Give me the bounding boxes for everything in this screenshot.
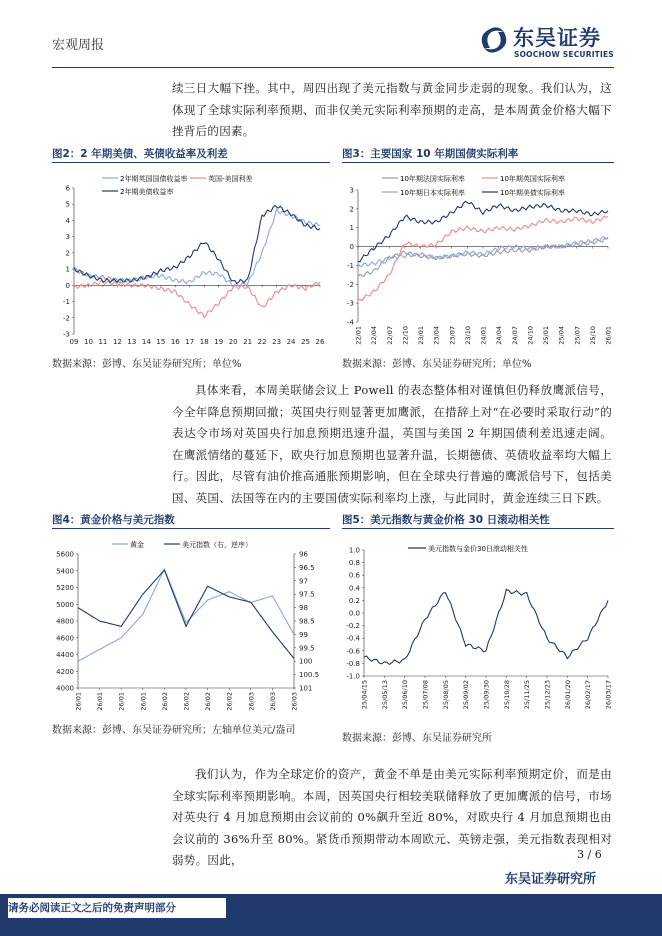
fig5-y-tick-label: 0.4 bbox=[348, 584, 360, 593]
disclaimer-notice: 请务必阅读正文之后的免责声明部分 bbox=[8, 898, 226, 918]
fig4-y-tick-label: 4000 bbox=[56, 684, 74, 693]
fig3-y-tick-label: -4 bbox=[347, 318, 354, 327]
page-number: 3 / 6 bbox=[577, 848, 602, 861]
logo-text: 东吴证券 bbox=[513, 26, 601, 50]
fig4-x-tick-label: 26/02 bbox=[225, 692, 234, 711]
fig2-legend bbox=[102, 174, 253, 196]
fig2-x-tick-label: 19 bbox=[214, 338, 224, 346]
fig4-right-tick-label: 97.5 bbox=[299, 590, 315, 599]
fig2-y-tick-label: 4 bbox=[65, 216, 70, 225]
fig5-x-tick-label: 26/02/17 bbox=[584, 680, 593, 710]
paragraph-2: 具体来看，本周美联储会议上 Powell 的表态整体相对谨慎但仍释放鹰派信号，今全年降息预期回撤；英国央行则显著更加鹰派，在措辞上对“在必要时采取行动”的表达令市场对英国央行加息预期迅速升温，英国与美国 2 年期国债利差迅速走阔。在鹰派情绪的蔓延下，欧央行加息预期也显著升温，长期德债、英债收益率均大幅上行。因此，尽管有油价推高通胀预期影响，但在全球央行普遍的鹰派信号下，包括美国、英国、法国等在内的主要国债实际利率均上涨，与此同时，黄金连续三日下跌。 bbox=[172, 383, 612, 505]
fig2-x-tick-label: 25 bbox=[301, 338, 310, 346]
fig2-chart bbox=[52, 166, 330, 352]
fig2-x-tick-label: 13 bbox=[127, 338, 137, 346]
fig4-x-tick-label: 26/02 bbox=[204, 692, 213, 711]
fig5-y-tick-label: 0.6 bbox=[348, 571, 360, 580]
fig5-y-tick-label: 0.2 bbox=[348, 596, 360, 605]
fig2-x-tick-label: 23 bbox=[272, 338, 282, 346]
fig5-x-tick-label: 25/08/05 bbox=[441, 680, 450, 710]
fig4-title-line bbox=[52, 528, 330, 529]
fig5-series-line-1 bbox=[364, 589, 608, 664]
fig2-x-tick-label: 14 bbox=[141, 338, 151, 346]
fig4-right-tick-label: 98 bbox=[299, 604, 308, 613]
fig4-y-tick-label: 5000 bbox=[56, 600, 74, 609]
fig5-x-tick-label: 25/05/13 bbox=[380, 680, 389, 710]
fig2-x-tick-label: 24 bbox=[286, 338, 296, 346]
fig4-x-tick-label: 26/01 bbox=[117, 692, 126, 711]
fig4-right-tick-label: 98.5 bbox=[299, 617, 315, 626]
fig3-x-tick-label: 26/01 bbox=[604, 326, 613, 345]
fig4-right-tick-label: 100 bbox=[299, 657, 313, 666]
fig4-x-tick-label: 26/01 bbox=[139, 692, 148, 711]
fig3-x-tick-label: 25/07 bbox=[573, 326, 582, 345]
paragraph-1: 续三日大幅下挫。其中，周四出现了美元指数与黄金同步走弱的现象。我们认为，这体现了全球实际利率预期、而非仅美元实际利率预期的走高，是本周黄金价格大幅下挫背后的因素。 bbox=[172, 81, 612, 138]
fig2-y-tick-label: -2 bbox=[63, 314, 70, 323]
fig5-x-tick-label: 25/04/15 bbox=[360, 680, 369, 710]
fig2-x-tick-label: 18 bbox=[199, 338, 209, 346]
header-divider bbox=[52, 67, 614, 68]
fig5-legend-label-1: 美元指数与金价30日滚动相关性 bbox=[428, 545, 528, 553]
fig2-x-tick-label: 15 bbox=[156, 338, 166, 346]
fig5-y-tick-label: -0.2 bbox=[346, 622, 360, 631]
fig5-y-tick-label: 0.0 bbox=[348, 609, 360, 618]
fig4-y-tick-label: 5200 bbox=[56, 584, 74, 592]
fig5-x-tick-label: 25/11/25 bbox=[523, 680, 532, 710]
fig5-title: 图5：美元指数与黄金价格 30 日滚动相关性 bbox=[342, 514, 550, 526]
fig3-x-tick-label: 22/10 bbox=[401, 326, 410, 345]
fig4-right-tick-label: 101 bbox=[299, 684, 313, 693]
fig4-right-tick-label: 97 bbox=[299, 577, 308, 586]
fig5-chart bbox=[342, 532, 614, 728]
fig4-x-tick-label: 26/03 bbox=[247, 692, 256, 711]
fig3-y-tick-label: 1 bbox=[349, 224, 354, 233]
fig2-source: 数据来源：彭博、东吴证券研究所；单位% bbox=[52, 359, 242, 370]
fig2-x-tick-label: 16 bbox=[170, 338, 180, 346]
fig5-y-tick-label: 1.0 bbox=[348, 546, 360, 555]
fig4-legend-label-1: 黄金 bbox=[130, 541, 144, 549]
fig3-x-tick-label: 22/07 bbox=[385, 326, 394, 345]
fig4-chart bbox=[52, 532, 330, 718]
footer-institute: 东吴证券研究所 bbox=[505, 872, 597, 887]
fig5-y-tick-label: -1.0 bbox=[346, 672, 360, 681]
fig3-y-tick-label: 3 bbox=[349, 186, 354, 195]
fig5-title-line bbox=[342, 528, 614, 529]
fig2-y-tick-label: 3 bbox=[65, 233, 70, 242]
fig3-x-tick-label: 24/01 bbox=[479, 326, 488, 345]
fig2-x-tick-label: 20 bbox=[228, 338, 238, 346]
fig5-x-tick-label: 26/03/17 bbox=[604, 680, 613, 710]
fig3-legend-label-4: 10年期美债实际利率 bbox=[500, 189, 565, 197]
fig2-legend-label-2: 英国-美国利差 bbox=[208, 175, 253, 183]
fig3-y-tick-label: 0 bbox=[349, 243, 354, 252]
fig5-y-tick-label: -0.4 bbox=[346, 634, 360, 643]
fig4-y-tick-label: 4200 bbox=[56, 667, 74, 676]
fig4-x-tick-label: 26/03 bbox=[290, 692, 299, 711]
fig5-x-tick-label: 25/10/28 bbox=[502, 680, 511, 710]
fig4-series-line-2 bbox=[78, 570, 294, 658]
fig3-series-line-3 bbox=[358, 237, 608, 266]
fig4-x-tick-label: 26/02 bbox=[160, 692, 169, 711]
fig4-title: 图4：黄金价格与美元指数 bbox=[52, 514, 175, 526]
fig2-legend-label-1: 2年期英国国债收益率 bbox=[120, 175, 188, 183]
fig5-y-tick-label: -0.8 bbox=[346, 659, 360, 668]
fig4-x-tick-label: 26/03 bbox=[268, 692, 277, 711]
fig4-right-tick-label: 96 bbox=[299, 550, 308, 559]
fig3-x-tick-label: 23/01 bbox=[417, 326, 425, 345]
fig2-y-tick-label: 1 bbox=[65, 265, 70, 274]
fig4-x-tick-label: 26/01 bbox=[74, 692, 83, 711]
fig3-y-tick-label: 2 bbox=[349, 205, 354, 214]
logo-icon bbox=[478, 22, 510, 58]
fig2-x-tick-label: 12 bbox=[112, 338, 122, 346]
fig3-x-tick-label: 24/10 bbox=[526, 326, 535, 345]
fig2-title: 图2：2 年期美债、英债收益率及利差 bbox=[52, 148, 228, 160]
fig5-x-tick-label: 26/01/20 bbox=[563, 680, 572, 710]
fig5-x-tick-label: 25/07/08 bbox=[421, 680, 430, 710]
fig3-source: 数据来源：彭博、东吴证券研究所；单位% bbox=[342, 359, 532, 370]
logo-subtext: SOOCHOW SECURITIES bbox=[514, 50, 614, 59]
fig3-legend-label-3: 10年期日本实际利率 bbox=[400, 189, 465, 197]
fig4-plot-frame bbox=[78, 554, 294, 688]
fig3-x-tick-label: 24/07 bbox=[510, 326, 519, 345]
fig3-x-tick-label: 22/01 bbox=[354, 326, 363, 345]
fig2-y-tick-label: -1 bbox=[63, 298, 70, 307]
fig3-legend-label-1: 10年期法国实际利率 bbox=[400, 175, 465, 183]
fig3-y-tick-label: -2 bbox=[347, 280, 354, 289]
fig4-y-tick-label: 4400 bbox=[56, 651, 74, 659]
fig3-x-tick-label: 24/04 bbox=[495, 326, 504, 345]
fig2-title-line bbox=[52, 162, 330, 163]
fig3-y-tick-label: -3 bbox=[347, 299, 354, 308]
fig2-y-tick-label: -3 bbox=[63, 330, 70, 339]
fig2-series-line-1 bbox=[74, 209, 320, 287]
fig3-x-tick-label: 23/04 bbox=[432, 326, 441, 345]
fig5-x-tick-label: 25/06/10 bbox=[401, 680, 410, 710]
fig2-series-line-3 bbox=[74, 206, 320, 284]
fig4-x-tick-label: 26/01 bbox=[96, 692, 105, 711]
fig5-x-tick-label: 25/12/23 bbox=[543, 680, 552, 710]
fig3-x-tick-label: 23/07 bbox=[448, 326, 457, 345]
fig3-chart bbox=[342, 166, 614, 352]
fig3-y-tick-label: -1 bbox=[347, 261, 354, 270]
fig4-right-tick-label: 99 bbox=[299, 630, 308, 639]
fig2-x-tick-label: 17 bbox=[185, 338, 195, 346]
fig4-x-tick-label: 26/02 bbox=[182, 692, 191, 711]
fig4-source: 数据来源：彭博、东吴证券研究所；左轴单位美元/盎司 bbox=[52, 725, 296, 736]
fig4-right-tick-label: 99.5 bbox=[299, 644, 315, 653]
fig5-source: 数据来源：彭博、东吴证券研究所 bbox=[342, 733, 492, 744]
fig2-y-tick-label: 0 bbox=[65, 281, 70, 290]
fig5-legend bbox=[408, 544, 528, 553]
paragraph-3: 我们认为，作为全球定价的资产，黄金不单是由美元实际利率预期定价，而是由全球实际利率预期影响。本周，因英国央行相较美联储释放了更加鹰派的信号，市场对英央行 4 月加息预期由会议前的 0%飙升至近 80%，对欧央行 4 月加息预期也由会议前的 36%升至 80%。紧货币预期带动本周欧元、英镑走强，美元指数表现相对弱势。因此， bbox=[172, 767, 612, 867]
fig5-x-tick-label: 25/09/30 bbox=[482, 680, 491, 710]
fig4-legend bbox=[112, 540, 252, 550]
fig4-y-tick-label: 5400 bbox=[56, 567, 74, 576]
fig4-y-tick-label: 4800 bbox=[56, 617, 74, 626]
fig5-y-tick-label: -0.6 bbox=[346, 647, 360, 656]
fig3-x-tick-label: 22/04 bbox=[370, 326, 379, 345]
fig2-x-tick-label: 09 bbox=[69, 338, 79, 346]
fig4-right-tick-label: 100.5 bbox=[299, 671, 320, 680]
fig5-y-tick-label: 0.8 bbox=[348, 559, 360, 568]
fig3-x-tick-label: 23/10 bbox=[463, 326, 472, 345]
fig4-legend-label-2: 美元指数（右，逆序） bbox=[182, 541, 252, 549]
fig2-legend-label-3: 2年期美债收益率 bbox=[120, 188, 174, 196]
fig4-y-tick-label: 4600 bbox=[56, 634, 74, 643]
fig3-title: 图3：主要国家 10 年期国债实际利率 bbox=[342, 148, 519, 160]
fig5-x-tick-label: 25/09/02 bbox=[462, 680, 471, 710]
fig3-x-tick-label: 25/04 bbox=[557, 326, 566, 345]
fig2-x-tick-label: 11 bbox=[98, 338, 108, 346]
fig2-y-tick-label: 6 bbox=[65, 184, 70, 193]
fig2-x-tick-label: 22 bbox=[257, 338, 267, 346]
fig4-right-tick-label: 96.5 bbox=[299, 563, 315, 572]
fig2-y-tick-label: 2 bbox=[65, 249, 70, 258]
fig4-series-line-1 bbox=[78, 569, 294, 661]
fig3-legend bbox=[382, 174, 565, 197]
fig2-x-tick-label: 26 bbox=[315, 338, 325, 346]
fig2-x-tick-label: 21 bbox=[243, 338, 253, 346]
fig3-legend-label-2: 10年期英国实际利率 bbox=[500, 175, 565, 183]
fig4-y-tick-label: 5600 bbox=[56, 550, 74, 559]
fig2-x-tick-label: 10 bbox=[84, 338, 93, 346]
fig2-y-tick-label: 5 bbox=[65, 200, 70, 209]
fig2-series-line-2 bbox=[74, 281, 320, 318]
fig3-x-tick-label: 25/01 bbox=[542, 326, 550, 345]
report-type: 宏观周报 bbox=[52, 38, 105, 53]
fig3-x-tick-label: 25/10 bbox=[588, 326, 597, 345]
fig3-title-line bbox=[342, 162, 614, 163]
fig5-plot-frame bbox=[364, 550, 608, 676]
